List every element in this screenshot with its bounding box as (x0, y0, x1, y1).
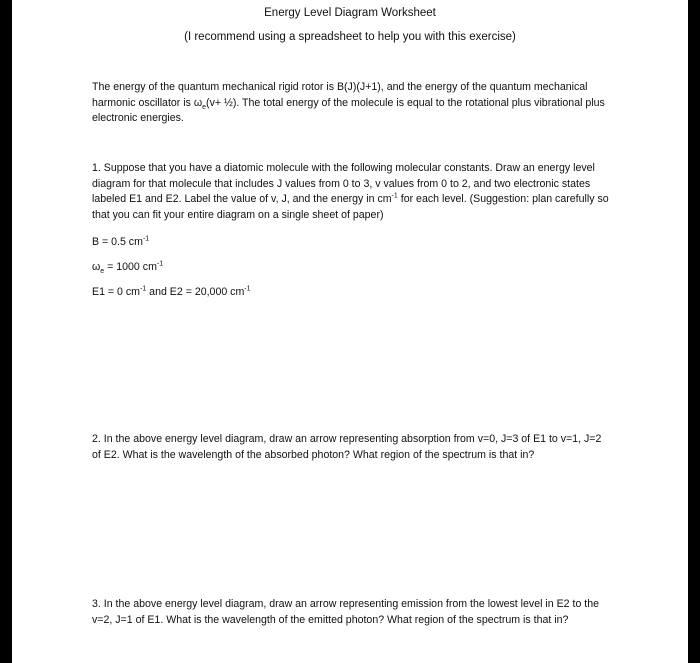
question-1-superscript: -1 (391, 192, 398, 200)
worksheet-subtitle: (I recommend using a spreadsheet to help you with this exercise) (184, 31, 516, 43)
constant-b-text: B = 0.5 cm (92, 236, 143, 248)
question-1-text-part2: for each level. (Suggestion: plan carefully so that you can fit your entire diagram on a single sheet of paper) (92, 193, 609, 221)
constant-omega-subscript: e (100, 268, 105, 276)
question-1 (92, 161, 612, 223)
constant-omega (92, 260, 163, 274)
constant-omega-superscript: -1 (156, 260, 164, 268)
intro-text-part1: The energy of the quantum mechanical rigid rotor is B(J)(J+1), and the energy of the quantum mechanical harmonic oscillator is (92, 81, 588, 109)
worksheet-title: Energy Level Diagram Worksheet (264, 7, 436, 19)
omega-symbol: ω (193, 96, 203, 109)
worksheet-page (12, 0, 688, 663)
constant-e1-superscript: -1 (140, 285, 147, 293)
omega-subscript: e (202, 103, 207, 111)
constant-omega-symbol: ω (92, 261, 101, 273)
constant-e1-text: E1 = 0 cm (92, 286, 140, 298)
intro-text-part2: (v+ ½). The total energy of the molecule is equal to the rotational plus vibrational plus electronic energies. (92, 96, 605, 125)
constant-energies (92, 285, 251, 299)
constant-e2-superscript: -1 (244, 285, 251, 293)
intro-paragraph (92, 80, 612, 127)
question-2: 2. In the above energy level diagram, draw an arrow representing absorption from v=0, J=3 of E1 to v=1, J=2 of E2. What is the wavelength of the absorbed photon? What region of the spectrum is that in? (92, 433, 602, 461)
constant-e2-text: and E2 = 20,000 cm (146, 286, 245, 298)
question-1-text-part1: 1. Suppose that you have a diatomic molecule with the following molecular constants. Draw an energy level diagram for that molecule that includes J values from 0 to 3, v values from 0 to 2, and two electronic states labeled E1 and E2. Label the value of v, J, and the energy in cm (92, 162, 595, 206)
question-3: 3. In the above energy level diagram, draw an arrow representing emission from the lowest level in E2 to the v=2, J=1 of E1. What is the wavelength of the emitted photon? What region of the spectrum is that in? (92, 598, 599, 626)
constant-b (92, 235, 149, 249)
constant-omega-value: = 1000 cm (104, 261, 157, 273)
constant-b-superscript: -1 (142, 235, 150, 243)
